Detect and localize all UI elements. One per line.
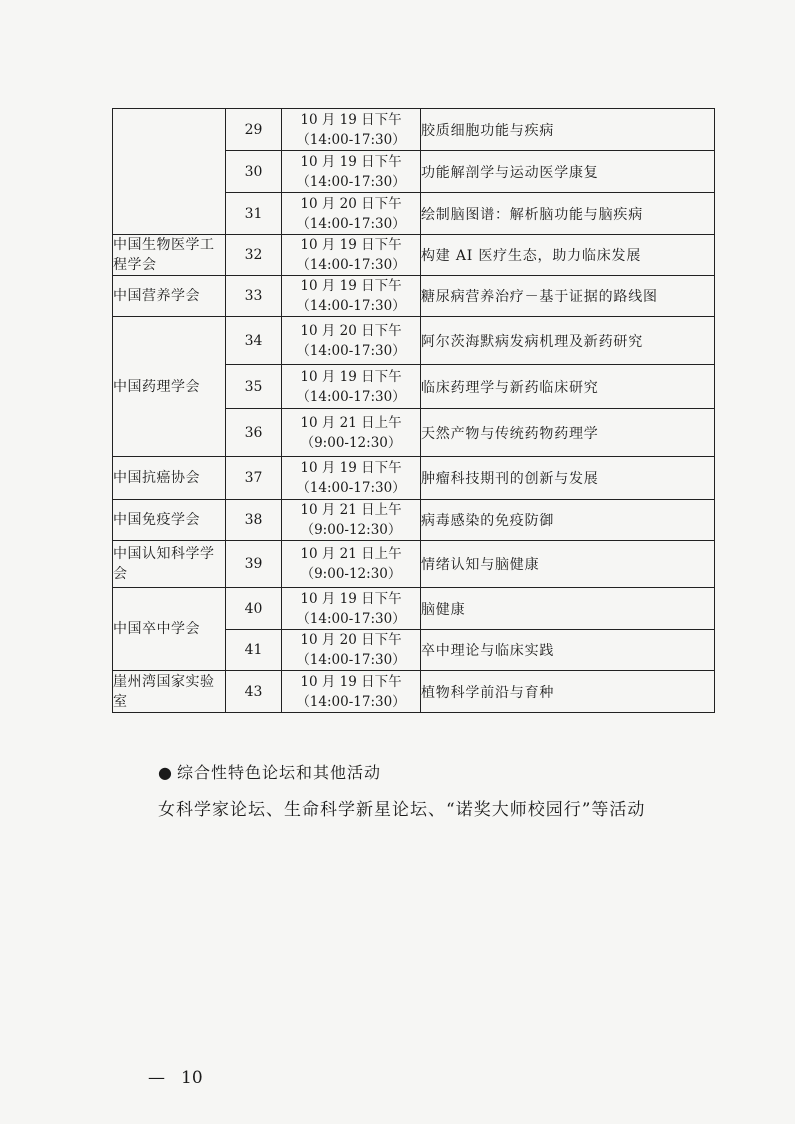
session-date: 10 月 20 日下午 bbox=[300, 195, 402, 212]
session-date: 10 月 19 日下午 bbox=[300, 673, 402, 690]
session-date: 10 月 20 日下午 bbox=[300, 322, 402, 339]
session-number: 30 bbox=[226, 151, 282, 193]
session-number: 32 bbox=[226, 235, 282, 276]
org-cell: 中国免疫学会 bbox=[113, 500, 226, 541]
session-topic: 阿尔茨海默病发病机理及新药研究 bbox=[421, 317, 715, 365]
session-number: 33 bbox=[226, 276, 282, 317]
section-heading-text: 综合性特色论坛和其他活动 bbox=[176, 763, 381, 782]
session-hours: （14:00-17:30） bbox=[296, 610, 406, 627]
session-number: 31 bbox=[226, 193, 282, 235]
time-cell bbox=[282, 235, 421, 276]
session-number: 41 bbox=[226, 630, 282, 671]
session-number: 43 bbox=[226, 671, 282, 713]
time-cell bbox=[282, 457, 421, 500]
table-row bbox=[113, 457, 715, 500]
table-row bbox=[113, 109, 715, 151]
session-date: 10 月 19 日下午 bbox=[300, 153, 402, 170]
session-number: 40 bbox=[226, 588, 282, 630]
session-topic: 糖尿病营养治疗－基于证据的路线图 bbox=[421, 276, 715, 317]
time-cell bbox=[282, 541, 421, 588]
time-cell bbox=[282, 317, 421, 365]
session-hours: （14:00-17:30） bbox=[296, 652, 406, 668]
session-topic: 绘制脑图谱：解析脑功能与脑疾病 bbox=[421, 193, 715, 235]
session-date: 10 月 19 日下午 bbox=[300, 368, 402, 385]
time-cell bbox=[282, 671, 421, 713]
session-number: 36 bbox=[226, 409, 282, 457]
session-topic: 临床药理学与新药临床研究 bbox=[421, 365, 715, 409]
session-topic: 胶质细胞功能与疾病 bbox=[421, 109, 715, 151]
org-cell: 崖州湾国家实验室 bbox=[113, 671, 226, 713]
session-date: 10 月 21 日上午 bbox=[300, 414, 402, 431]
session-date: 10 月 19 日下午 bbox=[300, 237, 402, 253]
page-footer bbox=[148, 1068, 203, 1088]
table-row bbox=[113, 671, 715, 713]
table-row bbox=[113, 235, 715, 276]
session-date: 10 月 19 日下午 bbox=[300, 111, 402, 128]
footer-dash: — bbox=[148, 1068, 165, 1088]
table-row bbox=[113, 541, 715, 588]
org-cell: 中国抗癌协会 bbox=[113, 457, 226, 500]
time-cell bbox=[282, 630, 421, 671]
page-number: 10 bbox=[181, 1068, 203, 1088]
session-hours: （14:00-17:30） bbox=[296, 298, 406, 314]
session-topic: 情绪认知与脑健康 bbox=[421, 541, 715, 588]
session-number: 38 bbox=[226, 500, 282, 541]
session-date: 10 月 20 日下午 bbox=[300, 632, 402, 648]
session-topic: 构建 AI 医疗生态，助力临床发展 bbox=[421, 235, 715, 276]
session-date: 10 月 19 日下午 bbox=[300, 460, 402, 476]
session-topic: 功能解剖学与运动医学康复 bbox=[421, 151, 715, 193]
time-cell bbox=[282, 276, 421, 317]
session-number: 39 bbox=[226, 541, 282, 588]
session-hours: （9:00-12:30） bbox=[300, 566, 402, 582]
time-cell bbox=[282, 151, 421, 193]
session-hours: （14:00-17:30） bbox=[296, 342, 406, 359]
org-cell bbox=[113, 109, 226, 235]
session-date: 10 月 19 日下午 bbox=[300, 278, 402, 294]
session-topic: 卒中理论与临床实践 bbox=[421, 630, 715, 671]
time-cell bbox=[282, 588, 421, 630]
session-hours: （14:00-17:30） bbox=[296, 215, 406, 232]
time-cell bbox=[282, 409, 421, 457]
time-cell bbox=[282, 109, 421, 151]
section-description: 女科学家论坛、生命科学新星论坛、“诺奖大师校园行”等活动 bbox=[158, 800, 646, 820]
session-hours: （14:00-17:30） bbox=[296, 480, 406, 496]
bullet-icon: ● bbox=[158, 763, 173, 782]
table-row bbox=[113, 588, 715, 630]
session-hours: （14:00-17:30） bbox=[296, 131, 406, 148]
schedule-table bbox=[112, 108, 715, 713]
session-date: 10 月 21 日上午 bbox=[300, 546, 402, 562]
session-date: 10 月 19 日下午 bbox=[300, 590, 402, 607]
session-date: 10 月 21 日上午 bbox=[300, 502, 402, 518]
session-hours: （9:00-12:30） bbox=[300, 434, 402, 451]
section-heading bbox=[158, 760, 381, 783]
org-cell: 中国卒中学会 bbox=[113, 588, 226, 671]
time-cell bbox=[282, 365, 421, 409]
org-cell: 中国药理学会 bbox=[113, 317, 226, 457]
session-number: 34 bbox=[226, 317, 282, 365]
table-row bbox=[113, 317, 715, 365]
session-topic: 脑健康 bbox=[421, 588, 715, 630]
session-hours: （14:00-17:30） bbox=[296, 388, 406, 405]
time-cell bbox=[282, 500, 421, 541]
session-hours: （9:00-12:30） bbox=[300, 522, 402, 538]
session-number: 37 bbox=[226, 457, 282, 500]
table-row bbox=[113, 276, 715, 317]
session-topic: 肿瘤科技期刊的创新与发展 bbox=[421, 457, 715, 500]
time-cell bbox=[282, 193, 421, 235]
org-cell: 中国生物医学工程学会 bbox=[113, 235, 226, 276]
session-topic: 植物科学前沿与育种 bbox=[421, 671, 715, 713]
session-number: 35 bbox=[226, 365, 282, 409]
session-topic: 病毒感染的免疫防御 bbox=[421, 500, 715, 541]
session-number: 29 bbox=[226, 109, 282, 151]
org-cell: 中国认知科学学会 bbox=[113, 541, 226, 588]
org-cell: 中国营养学会 bbox=[113, 276, 226, 317]
session-hours: （14:00-17:30） bbox=[296, 173, 406, 190]
session-hours: （14:00-17:30） bbox=[296, 257, 406, 273]
table-row bbox=[113, 500, 715, 541]
session-hours: （14:00-17:30） bbox=[296, 693, 406, 710]
session-topic: 天然产物与传统药物药理学 bbox=[421, 409, 715, 457]
